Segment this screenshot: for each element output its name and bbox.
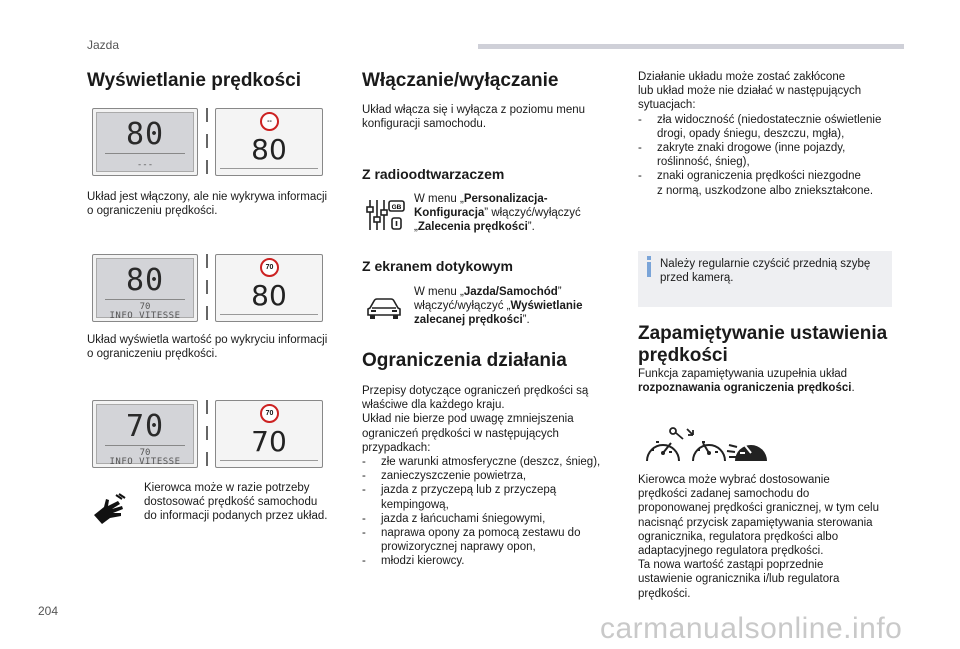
title-speed-display: Wyświetlanie prędkości xyxy=(87,70,302,91)
cluster-speed: 70 xyxy=(125,409,165,444)
speedometer-memo-icons xyxy=(643,425,773,467)
text-touch: W menu „Jazda/Samochód” włączyć/wyłączyć „Wyświetlanie zalecanej prędkości”. xyxy=(414,286,583,327)
list-item: - młodzi kierowcy. xyxy=(362,554,622,568)
cluster-display-3 xyxy=(92,400,198,468)
title-memorization: Zapamiętywanie ustawienia prędkości xyxy=(638,323,888,366)
cluster-limit: --- xyxy=(136,160,154,170)
cluster-info-text: INFO VITESSE xyxy=(109,311,181,321)
watermark: carmanualsonline.info xyxy=(600,612,903,645)
section-label: Jazda xyxy=(87,38,120,52)
list-item: - złe warunki atmosferyczne (deszcz, śnieg), xyxy=(362,455,622,469)
list-item: - zakryte znaki drogowe (inne pojazdy, roślinność, śnieg), xyxy=(638,141,898,169)
text-memorization: Kierowca może wybrać dostosowanie prędkości zadanej samochodu do proponowanej prędkości granicznej, w tym celu nacisnąć przycisk zapamiętywania sterowania ogranicznika, regulatora prędkości albo adaptacyjnego regulatora prędkości. Ta nowa wartość zastąpi poprzednie ustawienie ogranicznika i/lub regulatora prędkości. xyxy=(638,474,879,600)
list-item: - znaki ograniczenia prędkości niezgodne z normą, uszkodzone albo zniekształcone. xyxy=(638,169,898,197)
speed-sign-icon: 70 xyxy=(260,258,279,277)
divider xyxy=(206,108,207,174)
info-icon xyxy=(647,262,651,277)
title-limitations: Ograniczenia działania xyxy=(362,350,567,371)
screen-display-2 xyxy=(215,254,323,322)
title-on-off: Włączanie/wyłączanie xyxy=(362,70,559,91)
title-touch: Z ekranem dotykowym xyxy=(362,258,513,274)
page-number: 204 xyxy=(38,604,59,618)
divider xyxy=(206,400,207,466)
list-item: - naprawa opony za pomocą zestawu do prowizorycznej naprawy opon, xyxy=(362,526,622,554)
info-note-text: Należy regularnie czyścić przednią szybę przed kamerą. xyxy=(660,258,871,285)
list-item: - jazda z przyczepą lub z przyczepą kempingową, xyxy=(362,483,622,511)
disruption-list xyxy=(638,113,898,198)
limitations-list xyxy=(362,455,622,569)
cluster-speed: 80 xyxy=(125,117,165,152)
text-display-2: Układ wyświetla wartość po wykryciu informacji o ograniczeniu prędkości. xyxy=(87,334,328,361)
cluster-display-2 xyxy=(92,254,198,322)
screen-speed: 70 xyxy=(251,425,287,458)
cluster-speed: 80 xyxy=(125,263,165,298)
list-item: - zanieczyszczenie powietrza, xyxy=(362,469,622,483)
cluster-display-1 xyxy=(92,108,198,176)
divider xyxy=(206,254,207,320)
speed-sign-icon: -- xyxy=(260,112,279,131)
screen-display-1 xyxy=(215,108,323,176)
screen-speed: 80 xyxy=(251,133,287,166)
list-item: - jazda z łańcuchami śniegowymi, xyxy=(362,512,622,526)
text-display-1: Układ jest włączony, ale nie wykrywa informacji o ograniczeniu prędkości. xyxy=(87,191,328,218)
text-radio: W menu „Personalizacja- Konfiguracja” włączyć/wyłączyć „Zalecenia prędkości”. xyxy=(414,193,581,234)
header-bar xyxy=(478,44,904,49)
list-item: - zła widoczność (niedostatecznie oświetlenie drogi, opady śniegu, deszczu, mgła), xyxy=(638,113,898,141)
text-disruption: Działanie układu może zostać zakłócone lub układ może nie działać w następujących sytuacjach: - zła widoczność (niedostatecznie oświetlenie drogi, opady śniegu, deszczu, mgła), - zakryte znaki drogowe (inne pojazdy, roślinność, śnieg), - znaki ograniczenia prędkości niezgodne z normą, uszkodzone albo zniekształcone. xyxy=(638,70,898,198)
text-on-off: Układ włącza się i wyłącza z poziomu menu konfiguracji samochodu. xyxy=(362,104,586,131)
hand-adjust-icon xyxy=(92,493,128,527)
cluster-limit: 70 xyxy=(139,448,151,458)
text-display-3: Kierowca może w razie potrzeby dostosować prędkość samochodu do informacji podanych przez układ. xyxy=(144,482,328,523)
gb-badge: GB xyxy=(391,204,402,211)
text-limitations: Przepisy dotyczące ograniczeń prędkości są właściwe dla każdego kraju. Układ nie bierze pod uwagę zmniejszenia ograniczeń prędkości w następujących przypadkach: - złe warunki atmosferyczne (deszcz, śnieg), - zanieczyszczenie powietrza, - jazda z przyczepą lub z przyczepą kempingową, - jazda z łańcuchami śniegowymi, - naprawa opony za pomocą zestawu do prowizorycznej naprawy opon, - młodzi kierowcy. xyxy=(362,384,622,569)
text-memorization-intro: Funkcja zapamiętywania uzupełnia układ rozpoznawania ograniczenia prędkości. xyxy=(638,368,855,395)
title-radio: Z radioodtwarzaczem xyxy=(362,166,505,182)
screen-speed: 80 xyxy=(251,279,287,312)
cluster-info-text: INFO VITESSE xyxy=(109,457,181,467)
settings-sliders-icon xyxy=(365,198,405,232)
cluster-limit: 70 xyxy=(139,302,151,312)
car-icon xyxy=(366,296,402,320)
speed-sign-icon: 70 xyxy=(260,404,279,423)
screen-display-3 xyxy=(215,400,323,468)
